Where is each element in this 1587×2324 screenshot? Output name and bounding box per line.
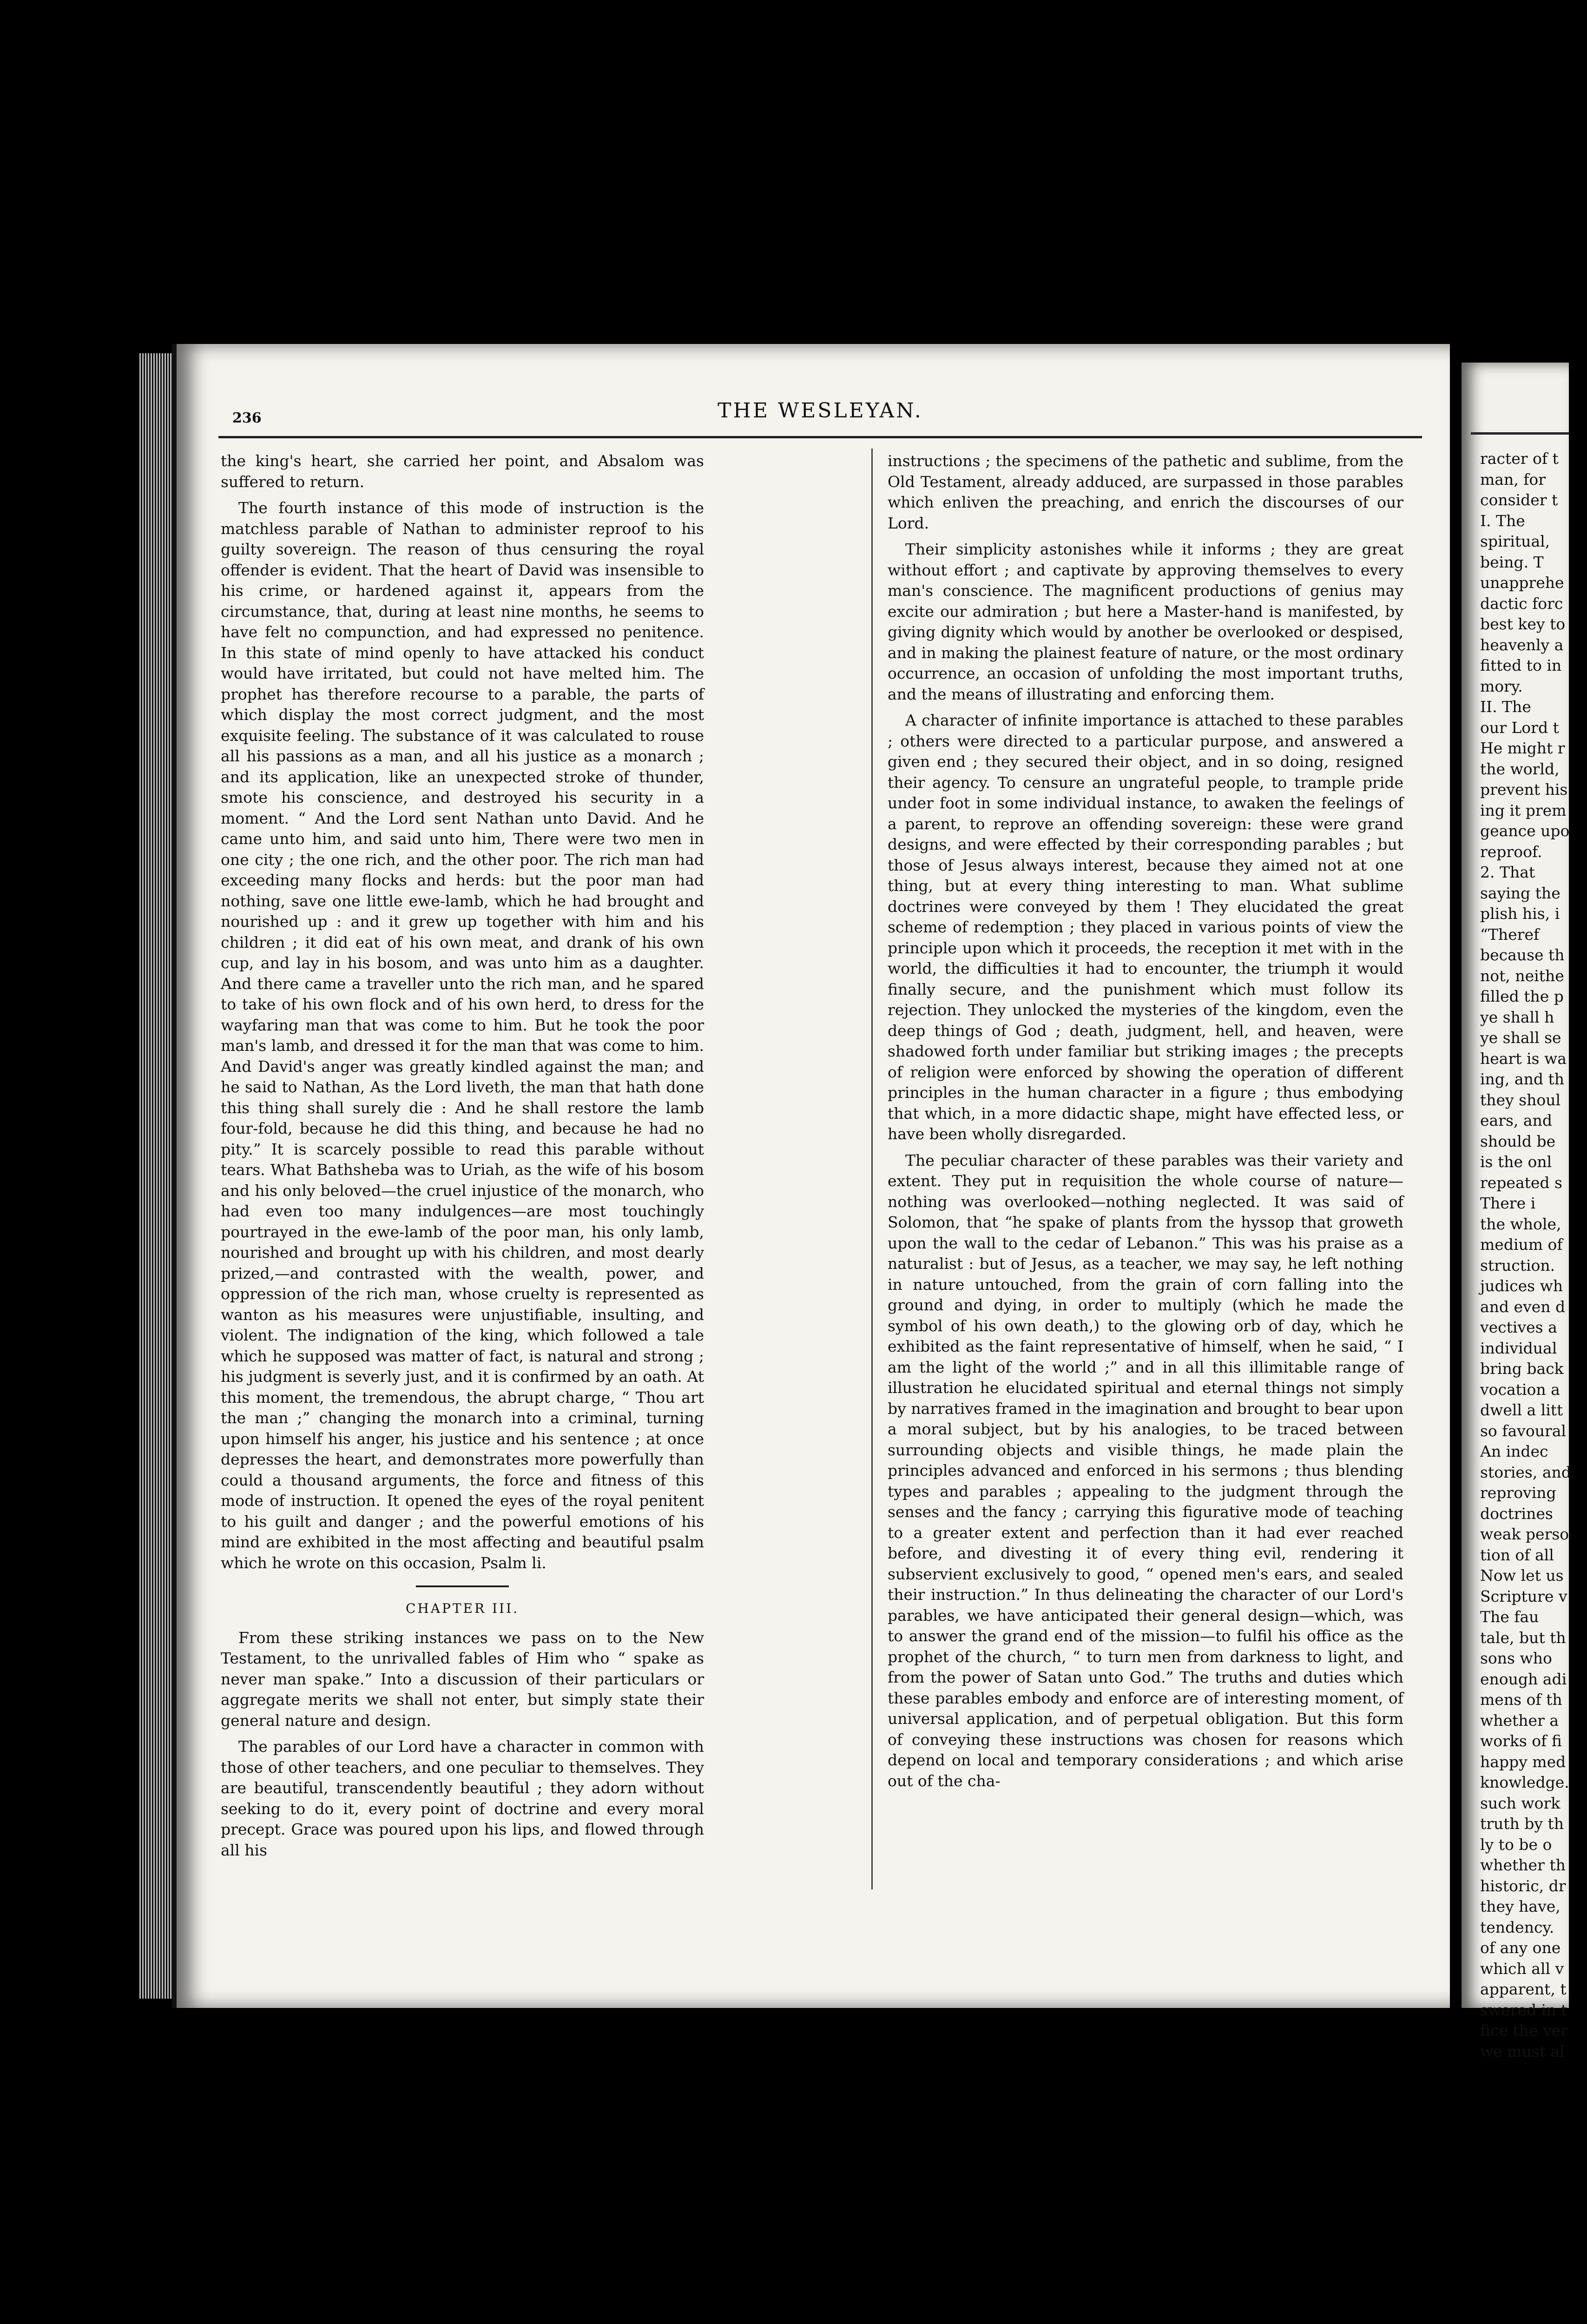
paragraph: The peculiar character of these parables was their variety and extent. They put in requisition the whole course of nature—nothing was overlooked—nothing neglected. It was said of Solomon, that “he spake of plants from the hyssop that groweth upon the wall to the cedar of Lebanon.” This was his praise as a naturalist : but of Jesus, as a teacher, we may say, he left nothing in nature untouched, from the grain of corn falling into the ground and dying, in order to multiply (which he made the symbol of his own death,) to the glowing orb of day, which he exhibited as the faint representative of himself, when he said, “ I am the light of the world ;” and in all this illimitable range of illustration he elucidated spiritual and eternal things not simply by narratives framed in the imagination and brought to bear upon a moral subject, but by his analogies, to be traced between surrounding objects and visible things, he made plain the principles advanced and enforced in his sermons ; thus blending types and parables ; appealing to the judgment through the senses and the fancy ; carrying this figurative mode of teaching to a greater extent and perfection than it had ever reached before, and divesting it of every thing evil, rendering it subservient exclusively to good, “ opened men's ears, and sealed their instruction.” In thus delineating the character of our Lord's parables, we have anticipated their general design—which, was to answer the grand end of the mission—to fulfil his office as the prophet of the church, “ to turn men from darkness to light, and from the power of Satan unto God.” The truths and duties which these parables embody and enforce are of interesting moment, of universal application, and of perpetual obligation. But this form of conveying these instructions was chosen for reasons which depend on local and temporary considerations ; and which arise out of the cha-: [888, 1151, 1403, 1790]
facing-line: He might r: [1480, 739, 1565, 757]
facing-line: fitted to in: [1480, 656, 1562, 674]
facing-line: of any one: [1480, 1939, 1561, 1957]
facing-line: the whole,: [1480, 1215, 1561, 1233]
facing-line: plish his, i: [1480, 905, 1560, 923]
facing-line: swered in t: [1480, 2000, 1567, 2019]
facing-line: apparent, t: [1480, 1980, 1567, 1998]
facing-line: heavenly a: [1480, 635, 1564, 654]
facing-line: ing, and th: [1480, 1070, 1564, 1088]
facing-line: prevent his: [1480, 780, 1568, 799]
facing-header-rule: [1471, 432, 1569, 435]
facing-line: vocation a: [1480, 1380, 1560, 1399]
facing-line: medium of: [1480, 1235, 1563, 1254]
facing-line: happy med: [1480, 1752, 1566, 1771]
facing-line: reproof.: [1480, 842, 1542, 861]
facing-line: unapprehe: [1480, 574, 1564, 592]
right-column: [888, 451, 1403, 1797]
book-page: [172, 344, 1450, 2008]
facing-line: knowledge.: [1480, 1773, 1569, 1791]
facing-line: we must al: [1480, 2042, 1565, 2060]
facing-line: man, for: [1480, 470, 1546, 489]
page-header: [218, 399, 1422, 427]
facing-page-text: [1480, 449, 1587, 2062]
facing-line: bring back: [1480, 1360, 1564, 1378]
paragraph: From these striking instances we pass on to the New Testament, to the unrivalled fables of Him who “ spake as never man spake.” Into a discussion of their particulars or aggregate merits we shall not enter, but simply state their general nature and design.: [221, 1628, 704, 1730]
facing-line: because th: [1480, 946, 1565, 964]
facing-line: doctrines: [1480, 1504, 1553, 1523]
book-gutter-edge: [139, 353, 172, 1999]
facing-line: fice the ver: [1480, 2021, 1568, 2040]
facing-line: tendency.: [1480, 1918, 1554, 1936]
facing-line: spiritual,: [1480, 532, 1550, 550]
facing-line: historic, dr: [1480, 1876, 1566, 1895]
facing-line: judices wh: [1480, 1277, 1563, 1295]
facing-line: whether th: [1480, 1856, 1566, 1874]
section-divider: [416, 1585, 509, 1587]
facing-line: mory.: [1480, 677, 1523, 695]
facing-line: reproving: [1480, 1484, 1556, 1502]
facing-line: best key to: [1480, 615, 1566, 633]
facing-line: they shoul: [1480, 1090, 1561, 1109]
facing-line: is the onl: [1480, 1153, 1552, 1171]
running-title: THE WESLEYAN.: [718, 399, 923, 423]
facing-line: The fau: [1480, 1608, 1539, 1626]
facing-line: whether a: [1480, 1711, 1559, 1730]
facing-line: individual: [1480, 1339, 1557, 1357]
facing-line: geance upo: [1480, 822, 1570, 840]
facing-line: so favoural: [1480, 1421, 1566, 1440]
facing-line: stories, and: [1480, 1463, 1571, 1481]
facing-line: dactic forc: [1480, 594, 1563, 613]
paragraph: The parables of our Lord have a character in common with those of other teachers, and one peculiar to themselves. They are beautiful, transcendently beautiful ; they adorn without seeking to do it, every point of doctrine and every moral precept. Grace was poured upon his lips, and flowed through all his: [221, 1737, 704, 1859]
facing-line: ears, and: [1480, 1111, 1552, 1129]
left-column: [221, 451, 704, 1866]
paragraph: Their simplicity astonishes while it informs ; they are great without effort ; and captivate by approving themselves to every man's conscience. The magnificent productions of genius may excite our admiration ; but here a Master-hand is manifested, by giving dignity which would by another be overlooked or despised, and in making the plainest feature of nature, or the most ordinary occurrence, an occasion of unfolding the most important truths, and the means of illustrating and enforcing them.: [888, 540, 1403, 703]
facing-line: the world,: [1480, 759, 1560, 778]
facing-line: I. The: [1480, 511, 1525, 530]
page-number: 236: [232, 410, 262, 426]
facing-line: tion of all: [1480, 1545, 1554, 1564]
facing-line: should be: [1480, 1132, 1556, 1150]
facing-line: An indec: [1480, 1442, 1548, 1460]
facing-line: mens of th: [1480, 1690, 1562, 1709]
facing-line: struction.: [1480, 1256, 1555, 1274]
paragraph: instructions ; the specimens of the pathetic and sublime, from the Old Testament, already adduced, are surpassed in those parables which enliven the preaching, and enrich the discourses of our Lord.: [888, 452, 1403, 532]
facing-line: 2. That: [1480, 863, 1535, 881]
facing-line: sons who: [1480, 1649, 1552, 1667]
facing-line: repeated s: [1480, 1173, 1562, 1192]
facing-line: they have,: [1480, 1897, 1561, 1915]
facing-line: consider t: [1480, 491, 1558, 509]
column-divider: [871, 449, 873, 1889]
facing-line: enough adi: [1480, 1670, 1567, 1688]
facing-line: ye shall se: [1480, 1029, 1561, 1047]
facing-line: ye shall h: [1480, 1008, 1554, 1026]
facing-line: not, neithe: [1480, 966, 1564, 985]
facing-line: filled the p: [1480, 987, 1564, 1005]
paragraph: The fourth instance of this mode of instruction is the matchless parable of Nathan to administer reproof to his guilty sovereign. The reason of thus censuring the royal offender is evident. That the heart of David was insensible to his crime, or hardened against it, appears from the circumstance, that, during at least nine months, he seems to have felt no compunction, and had expressed no penitence. In this state of mind openly to have attacked his conduct would have irritated, but could not have melted him. The prophet has therefore recourse to a parable, the parts of which display the most correct judgment, and the most exquisite feeling. The substance of it was calculated to rouse all his passions as a man, and all his justice as a monarch ; and its application, like an unexpected stroke of thunder, smote his conscience, and destroyed his security in a moment. “ And the Lord sent Nathan unto David. And he came unto him, and said unto him, There were two men in one city ; the one rich, and the other poor. The rich man had exceeding many flocks and herds: but the poor man had nothing, save one little ewe-lamb, which he had brought and nourished up : and it grew up together with him and his children ; it did eat of his own meat, and drank of his own cup, and lay in his bosom, and was unto him as a daughter. And there came a traveller unto the rich man, and he spared to take of his own flock and of his own herd, to dress for the wayfaring man that was come to him. But he took the poor man's lamb, and dressed it for the man that was come to him. And David's anger was greatly kindled against the man; and he said to Nathan, As the Lord liveth, the man that hath done this thing shall surely die : And he shall restore the lamb four-fold, because he did this thing, and because he had no pity.” It is scarcely possible to read this parable without tears. What Bathsheba was to Uriah, as the wife of his bosom and his only beloved—the cruel injustice of the monarch, who had even too many indulgences—are most touchingly pourtrayed in the ewe-lamb of the poor man, his only lamb, nourished and brought up with his children, and most dearly prized,—and contrasted with the wealth, power, and oppression of the rich man, whose cruelty is represented as wanton as his measures were unjustifiable, insulting, and violent. The indignation of the king, which followed a tale which he supposed was matter of fact, is natural and strong ; his judgment is severly just, and it is confirmed by an oath. At this moment, the tremendous, the abrupt charge, “ Thou art the man ;” changing the monarch into a criminal, turning upon himself his anger, his justice and his sentence ; at once depresses the heart, and demonstrates more powerfully than could a thousand arguments, the force and fitness of this mode of instruction. It opened the eyes of the royal penitent to his guilt and danger ; and the powerful emotions of his mind are exhibited in the most affecting and beautiful psalm which he wrote on this occasion, Psalm li.: [221, 499, 704, 1572]
facing-line: our Lord t: [1480, 718, 1559, 737]
facing-line: saying the: [1480, 884, 1561, 902]
facing-line: Now let us: [1480, 1566, 1564, 1585]
facing-line: such work: [1480, 1794, 1561, 1812]
facing-line: tale, but th: [1480, 1628, 1566, 1647]
chapter-heading: CHAPTER III.: [405, 1601, 520, 1616]
facing-line: ly to be o: [1480, 1835, 1552, 1854]
scan-background: [0, 0, 1569, 325]
facing-line: vectives a: [1480, 1318, 1557, 1336]
facing-line: racter of t: [1480, 449, 1559, 468]
facing-line: “Theref: [1480, 925, 1540, 944]
facing-page: [1462, 363, 1571, 2060]
facing-line: and even d: [1480, 1297, 1566, 1316]
facing-line: works of fi: [1480, 1732, 1562, 1750]
facing-line: II. The: [1480, 698, 1531, 716]
paragraph: the king's heart, she carried her point, and Absalom was suffered to return.: [221, 452, 704, 491]
facing-line: truth by th: [1480, 1815, 1564, 1833]
facing-line: ing it prem: [1480, 801, 1567, 819]
facing-line: heart is wa: [1480, 1049, 1567, 1068]
facing-line: dwell a litt: [1480, 1401, 1563, 1419]
facing-line: Scripture v: [1480, 1587, 1567, 1605]
facing-line: weak perso: [1480, 1525, 1569, 1543]
paragraph: A character of infinite importance is attached to these parables ; others were directed to a particular purpose, and answered a given end ; they secured their object, and in so doing, resigned their agency. To censure an ungrateful people, to trample pride under foot in some individual instance, to awaken the feelings of a parent, to reprove an offending sovereign: these were grand designs, and were effected by their corresponding parables ; but those of Jesus always interest, because they aimed not at one thing, but at every thing interesting to man. What sublime doctrines were conveyed by them ! They elucidated the great scheme of redemption ; they placed in various points of view the principle upon which it proceeds, the reception it met with in the world, the difficulties it had to encounter, the triumph it would finally secure, and the punishment which must follow its rejection. They unlocked the mysteries of the kingdom, even the deep things of God ; death, judgment, hell, and heaven, were shadowed forth under familiar but striking images ; the precepts of religion were enforced by showing the operation of different principles in the human character in a figure ; thus embodying that which, in a more didactic shape, might have effected less, or have been wholly disregarded.: [888, 711, 1403, 1143]
facing-line: There i: [1480, 1194, 1536, 1212]
header-rule: [218, 436, 1422, 438]
facing-line: which all v: [1480, 1959, 1564, 1978]
facing-line: being. T: [1480, 553, 1544, 571]
